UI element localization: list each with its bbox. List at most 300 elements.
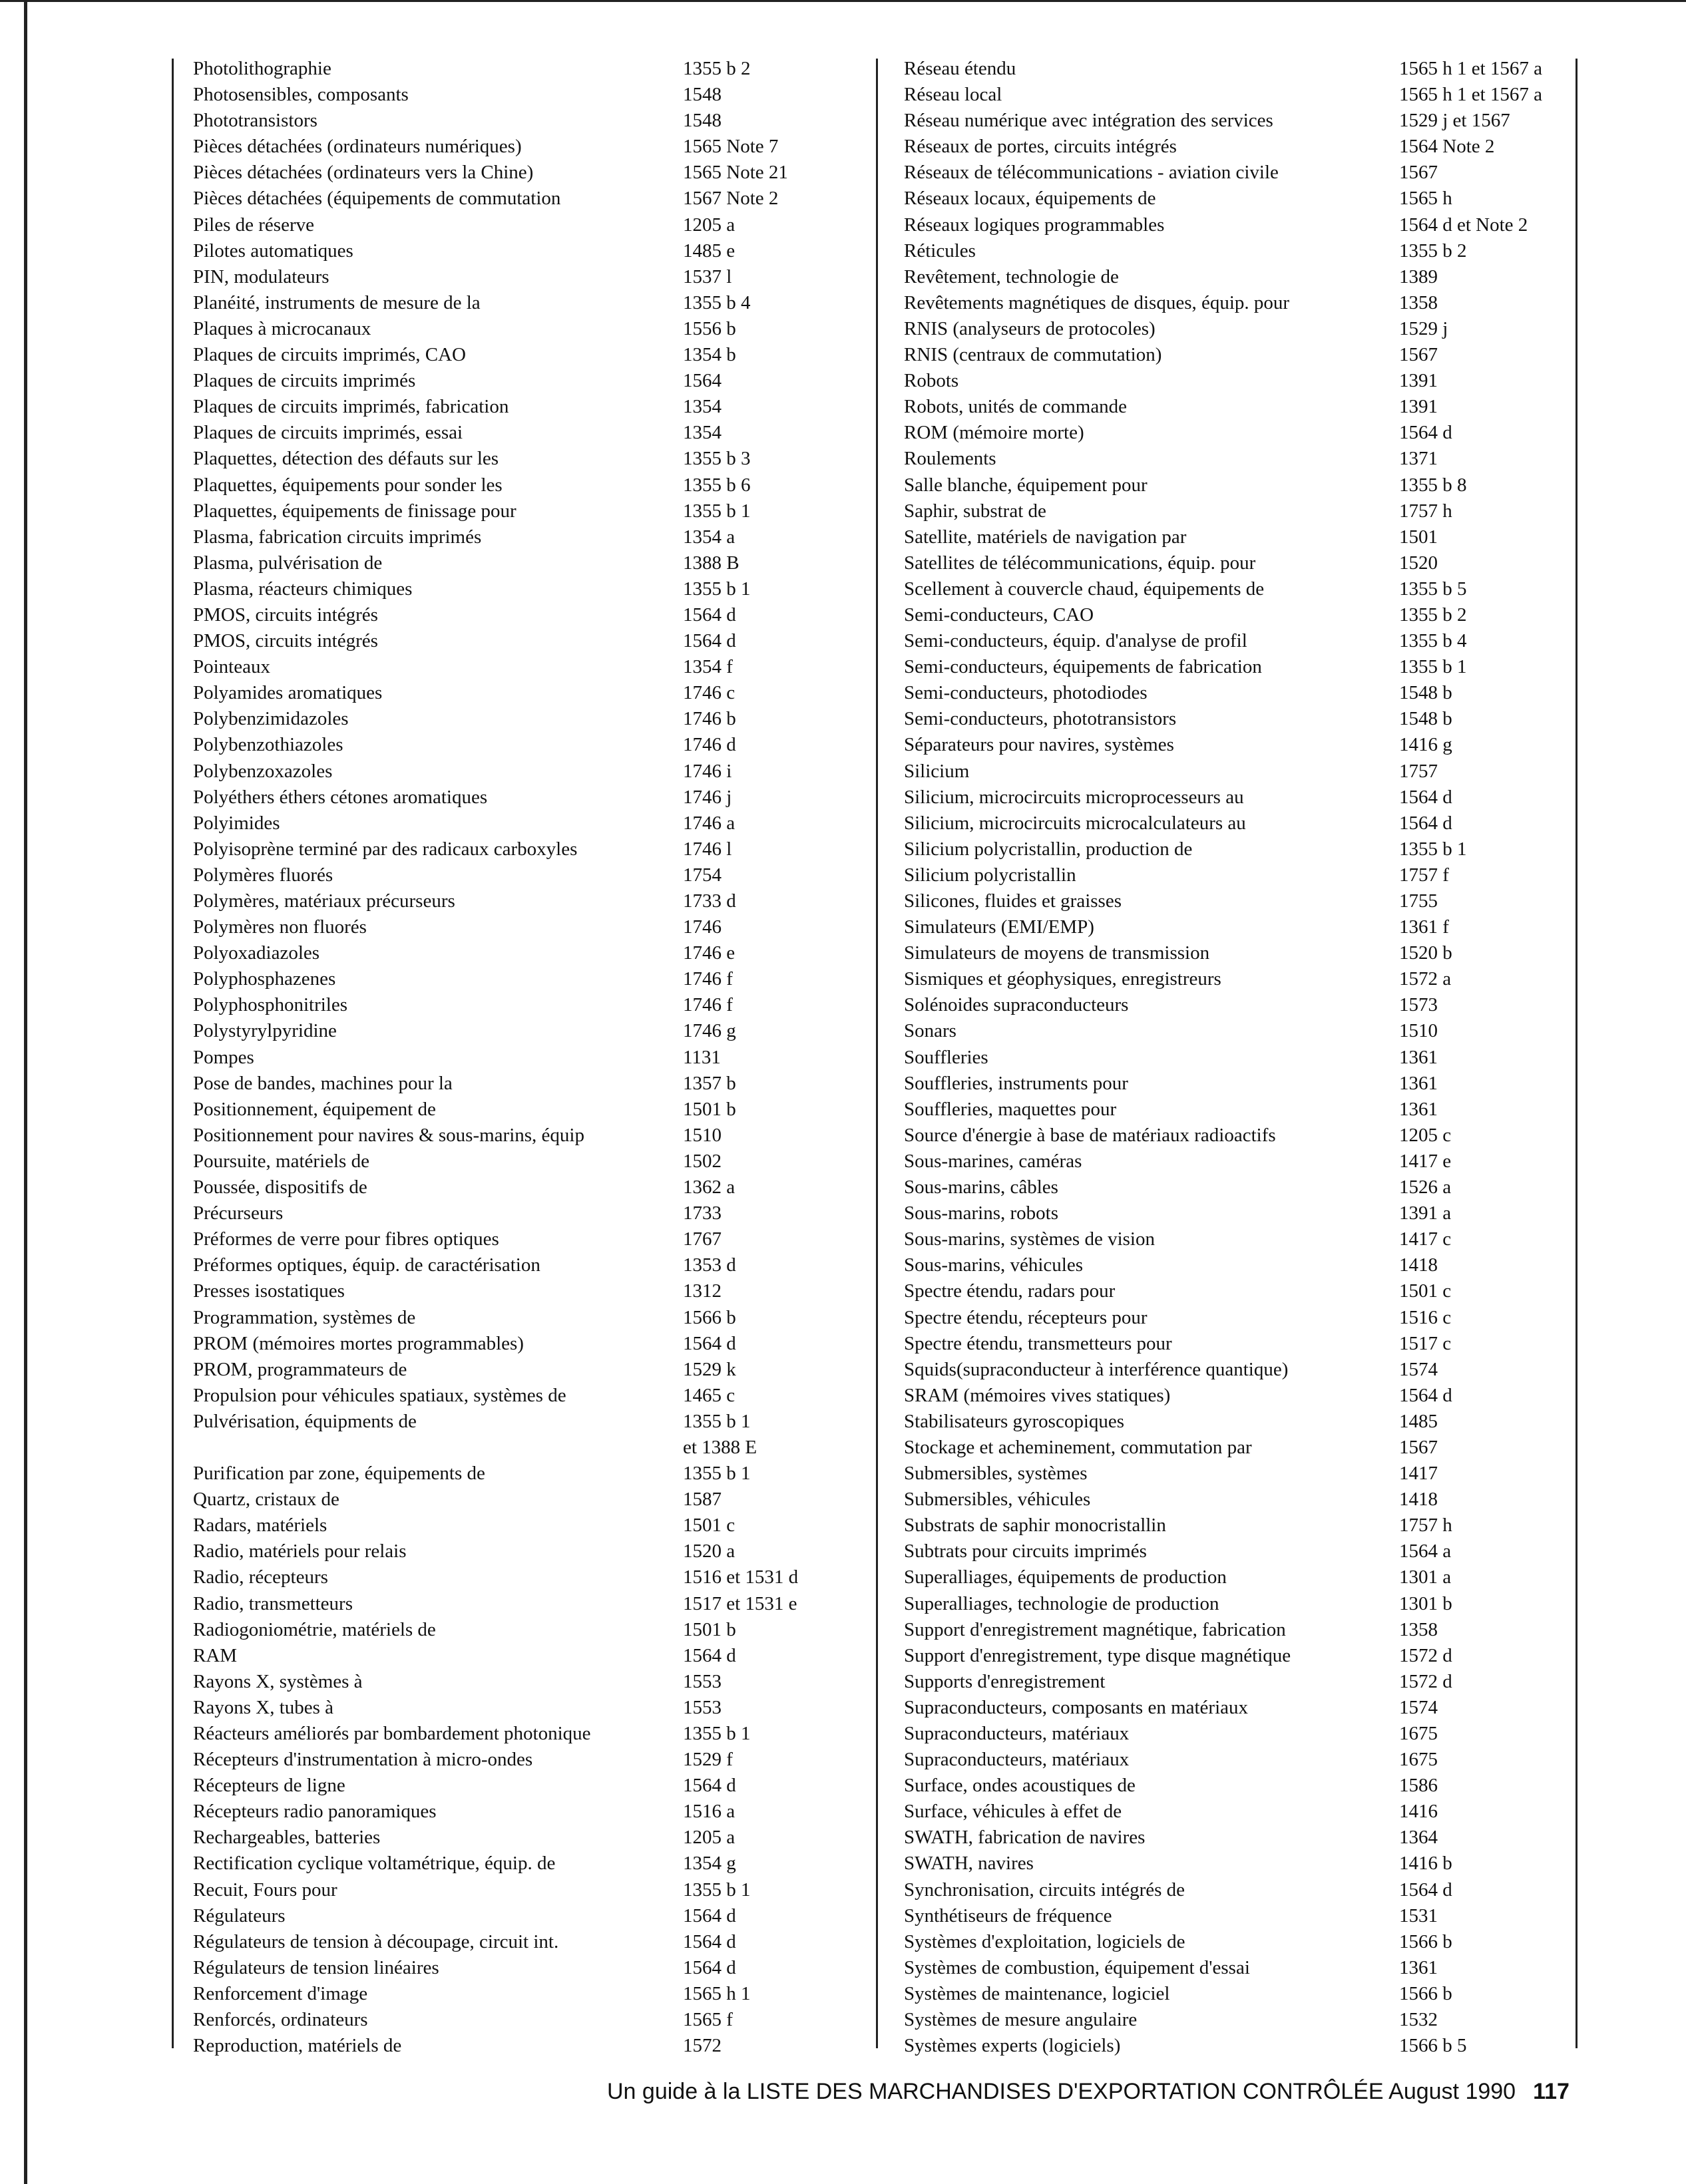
entry-reference: 1361 f — [1399, 916, 1449, 938]
entry-term: Réticules — [904, 240, 976, 262]
index-entry — [904, 1513, 1583, 1539]
entry-term: Spectre étendu, récepteurs pour — [904, 1306, 1148, 1328]
entry-reference: 1355 b 1 — [683, 1410, 751, 1432]
entry-term: Préformes de verre pour fibres optiques — [193, 1228, 499, 1250]
entry-term: Pulvérisation, équipments de — [193, 1410, 417, 1432]
entry-term: Régulateurs de tension à découpage, circuit int. — [193, 1930, 559, 1952]
index-entry — [904, 56, 1583, 82]
entry-term: Systèmes de maintenance, logiciel — [904, 1982, 1170, 2004]
index-entry — [904, 992, 1583, 1018]
entry-term: Semi-conducteurs, équip. d'analyse de profil — [904, 630, 1247, 652]
entry-reference: 1355 b 4 — [683, 291, 751, 313]
entry-reference: 1205 c — [1399, 1124, 1452, 1146]
entry-term: Plaques à microcanaux — [193, 317, 371, 339]
index-entry — [193, 1149, 843, 1175]
index-entry — [904, 836, 1583, 862]
entry-reference: 1301 a — [1399, 1566, 1452, 1588]
entry-reference: 1417 c — [1399, 1228, 1452, 1250]
entry-reference: 1564 d — [683, 604, 736, 626]
entry-reference: 1529 f — [683, 1749, 733, 1771]
entry-term: Squids(supraconducteur à interférence quantique) — [904, 1358, 1289, 1380]
entry-reference: 1567 — [1399, 344, 1438, 366]
entry-reference: 1465 c — [683, 1384, 736, 1406]
entry-term: Submersibles, véhicules — [904, 1489, 1091, 1511]
entry-reference: 1567 — [1399, 1436, 1438, 1458]
entry-reference: 1757 f — [1399, 864, 1449, 886]
entry-term: Scellement à couvercle chaud, équipements de — [904, 578, 1265, 600]
entry-term: Silicones, fluides et graisses — [904, 890, 1122, 912]
index-entry — [193, 290, 843, 316]
index-entry — [904, 940, 1583, 966]
index-entry — [193, 108, 843, 134]
entry-reference: 1355 b 1 — [683, 1463, 751, 1485]
index-entry — [193, 1200, 843, 1226]
index-entry — [193, 1409, 843, 1435]
entry-term: Roulements — [904, 448, 996, 470]
index-entry — [904, 1487, 1583, 1513]
entry-reference: 1572 d — [1399, 1670, 1452, 1692]
entry-reference: 1416 b — [1399, 1853, 1452, 1875]
index-entry — [904, 420, 1583, 446]
entry-reference: 1516 c — [1399, 1306, 1452, 1328]
entry-term: Silicium polycristallin — [904, 864, 1076, 886]
entry-term: Pompes — [193, 1046, 254, 1068]
index-entry — [193, 368, 843, 394]
entry-reference: 1564 d — [1399, 1384, 1452, 1406]
entry-term: Simulateurs (EMI/EMP) — [904, 916, 1094, 938]
entry-term: Reproduction, matériels de — [193, 2035, 402, 2057]
entry-reference: 1501 b — [683, 1098, 736, 1120]
entry-term: Semi-conducteurs, photodiodes — [904, 682, 1148, 704]
index-entry — [193, 888, 843, 914]
index-entry — [904, 498, 1583, 524]
entry-term: Souffleries, maquettes pour — [904, 1098, 1117, 1120]
entry-term: Sonars — [904, 1020, 956, 1042]
entry-reference: 1388 B — [683, 552, 739, 574]
entry-reference: 1510 — [1399, 1020, 1438, 1042]
entry-reference: 1556 b — [683, 317, 736, 339]
entry-reference: 1566 b — [1399, 1982, 1452, 2004]
index-entry — [193, 1929, 843, 1955]
index-entry — [193, 1071, 843, 1097]
entry-term: Salle blanche, équipement pour — [904, 474, 1148, 496]
index-entry — [193, 602, 843, 628]
index-entry — [193, 1383, 843, 1409]
index-entry — [193, 394, 843, 420]
page-number: 117 — [1533, 2079, 1570, 2104]
entry-reference: 1565 Note 21 — [683, 162, 788, 184]
entry-reference: 1502 — [683, 1150, 722, 1172]
entry-reference: 1417 — [1399, 1463, 1438, 1485]
entry-reference: 1529 j et 1567 — [1399, 110, 1510, 132]
top-rule — [0, 0, 1686, 2]
entry-reference: 1757 — [1399, 760, 1438, 782]
entry-term: Rayons X, systèmes à — [193, 1670, 363, 1692]
entry-reference: 1746 f — [683, 968, 733, 990]
entry-term: RNIS (centraux de commutation) — [904, 344, 1162, 366]
entry-reference: 1354 g — [683, 1853, 736, 1875]
entry-term: Récepteurs radio panoramiques — [193, 1801, 437, 1823]
entry-reference: 1532 — [1399, 2009, 1438, 2031]
index-entry — [904, 680, 1583, 706]
index-entry — [904, 1955, 1583, 1981]
entry-term: Spectre étendu, transmetteurs pour — [904, 1332, 1172, 1354]
entry-reference: 1361 — [1399, 1956, 1438, 1978]
index-entry — [193, 654, 843, 680]
entry-term: Poussée, dispositifs de — [193, 1177, 367, 1198]
entry-term: Plasma, pulvérisation de — [193, 552, 383, 574]
entry-term: Photolithographie — [193, 58, 331, 79]
entry-term: SRAM (mémoires vives statiques) — [904, 1384, 1171, 1406]
entry-term: Pilotes automatiques — [193, 240, 353, 262]
entry-term: Substrats de saphir monocristallin — [904, 1515, 1166, 1537]
entry-term: Plaquettes, équipements de finissage pour — [193, 500, 517, 522]
page-footer — [607, 2079, 1570, 2105]
entry-term: Semi-conducteurs, CAO — [904, 604, 1094, 626]
entry-reference: 1746 e — [683, 942, 736, 964]
entry-reference: 1565 h 1 et 1567 a — [1399, 58, 1543, 79]
index-entry — [904, 602, 1583, 628]
entry-reference: 1501 b — [683, 1618, 736, 1640]
entry-term: Pièces détachées (ordinateurs numériques) — [193, 136, 522, 158]
entry-term: Positionnement pour navires & sous-marins, équip — [193, 1124, 584, 1146]
entry-term: Renforcés, ordinateurs — [193, 2009, 368, 2031]
index-entry — [193, 1877, 843, 1903]
entry-term: Pièces détachées (équipements de commutation — [193, 188, 561, 210]
index-entry — [904, 1357, 1583, 1383]
entry-reference: 1416 — [1399, 1801, 1438, 1823]
index-entry — [904, 628, 1583, 654]
index-entry — [904, 1018, 1583, 1044]
index-entry — [904, 1877, 1583, 1903]
entry-term: Semi-conducteurs, phototransistors — [904, 708, 1177, 730]
entry-term: Pointeaux — [193, 656, 270, 678]
index-entry — [193, 1175, 843, 1200]
entry-reference: 1510 — [683, 1124, 722, 1146]
entry-term: Polyimides — [193, 812, 280, 834]
entry-reference: 1361 — [1399, 1046, 1438, 1068]
entry-term: Surface, ondes acoustiques de — [904, 1775, 1136, 1797]
index-entry — [193, 446, 843, 472]
entry-term: Simulateurs de moyens de transmission — [904, 942, 1210, 964]
index-entry — [904, 368, 1583, 394]
entry-term: Polyéthers éthers cétones aromatiques — [193, 786, 488, 808]
index-entry — [193, 524, 843, 550]
entry-term: Réseau étendu — [904, 58, 1016, 79]
entry-term: RAM — [193, 1644, 238, 1666]
index-entry — [904, 1200, 1583, 1226]
index-entry — [904, 446, 1583, 472]
entry-reference: 1501 c — [1399, 1280, 1452, 1302]
index-entry — [904, 1903, 1583, 1929]
index-entry — [193, 1357, 843, 1383]
entry-reference: 1553 — [683, 1670, 722, 1692]
entry-reference: 1757 h — [1399, 1515, 1452, 1537]
entry-reference: et 1388 E — [683, 1436, 757, 1458]
index-entry — [904, 1305, 1583, 1331]
index-entry — [904, 1825, 1583, 1851]
index-entry — [193, 498, 843, 524]
entry-reference: 1391 — [1399, 396, 1438, 418]
entry-reference: 1565 h — [1399, 188, 1452, 210]
entry-term: Pièces détachées (ordinateurs vers la Chine) — [193, 162, 534, 184]
index-entry — [904, 1071, 1583, 1097]
index-entry — [193, 862, 843, 888]
entry-reference: 1572 — [683, 2035, 722, 2057]
index-entry — [904, 1929, 1583, 1955]
entry-term: Systèmes de combustion, équipement d'essai — [904, 1956, 1250, 1978]
entry-term: Spectre étendu, radars pour — [904, 1280, 1116, 1302]
index-entry — [193, 836, 843, 862]
entry-reference: 1520 b — [1399, 942, 1452, 964]
entry-reference: 1746 d — [683, 734, 736, 756]
entry-term: Sous-marines, caméras — [904, 1150, 1082, 1172]
index-entry — [193, 1226, 843, 1252]
entry-term: Séparateurs pour navires, systèmes — [904, 734, 1174, 756]
entry-term: Plaques de circuits imprimés, CAO — [193, 344, 466, 366]
entry-term: Plasma, fabrication circuits imprimés — [193, 526, 482, 548]
entry-term: PMOS, circuits intégrés — [193, 604, 378, 626]
entry-term: Polyphosphazenes — [193, 968, 336, 990]
entry-reference: 1733 d — [683, 890, 736, 912]
entry-reference: 1746 a — [683, 812, 736, 834]
index-entry — [193, 238, 843, 264]
entry-reference: 1517 c — [1399, 1332, 1452, 1354]
entry-reference: 1586 — [1399, 1775, 1438, 1797]
index-entry — [193, 56, 843, 82]
index-entry — [904, 394, 1583, 420]
index-entry — [193, 811, 843, 836]
entry-term: Presses isostatiques — [193, 1280, 345, 1302]
entry-reference: 1354 b — [683, 344, 736, 366]
footer-text: Un guide à la LISTE DES MARCHANDISES D'EXPORTATION CONTRÔLÉE August 1990 — [607, 2079, 1516, 2104]
entry-term: Revêtements magnétiques de disques, équip. pour — [904, 291, 1290, 313]
entry-reference: 1553 — [683, 1696, 722, 1718]
entry-reference: 1355 b 8 — [1399, 474, 1467, 496]
entry-term: Positionnement, équipement de — [193, 1098, 436, 1120]
entry-reference: 1355 b 1 — [683, 500, 751, 522]
entry-reference: 1564 Note 2 — [1399, 136, 1495, 158]
entry-term: Support d'enregistrement, type disque magnétique — [904, 1644, 1291, 1666]
entry-reference: 1755 — [1399, 890, 1438, 912]
index-entry — [904, 1773, 1583, 1799]
entry-reference: 1361 — [1399, 1072, 1438, 1094]
index-entry — [904, 1695, 1583, 1721]
entry-reference: 1675 — [1399, 1723, 1438, 1744]
entry-reference: 1353 d — [683, 1254, 736, 1276]
entry-term: Polyamides aromatiques — [193, 682, 383, 704]
entry-term: Stockage et acheminement, commutation par — [904, 1436, 1252, 1458]
index-entry — [193, 576, 843, 602]
index-entry — [904, 1643, 1583, 1669]
index-entry — [193, 1773, 843, 1799]
entry-reference: 1501 c — [683, 1515, 736, 1537]
entry-reference: 1354 a — [683, 526, 736, 548]
index-entry — [193, 1617, 843, 1643]
entry-term: Supports d'enregistrement — [904, 1670, 1106, 1692]
entry-term: Superalliages, technologie de production — [904, 1592, 1219, 1614]
entry-reference: 1205 a — [683, 214, 736, 236]
index-entry — [193, 914, 843, 940]
entry-term: PROM, programmateurs de — [193, 1358, 407, 1380]
index-entry — [904, 1669, 1583, 1695]
index-entry — [193, 1331, 843, 1357]
index-entry — [904, 1461, 1583, 1487]
index-entry — [193, 992, 843, 1018]
index-entry — [193, 1123, 843, 1149]
entry-reference: 1565 h 1 — [683, 1982, 751, 2004]
entry-reference: 1566 b — [1399, 1930, 1452, 1952]
entry-reference: 1548 b — [1399, 682, 1452, 704]
entry-reference: 1529 k — [683, 1358, 736, 1380]
index-entry — [193, 680, 843, 706]
entry-reference: 1746 i — [683, 760, 732, 782]
entry-reference: 1501 — [1399, 526, 1438, 548]
index-entry — [904, 1278, 1583, 1304]
entry-term: Systèmes d'exploitation, logiciels de — [904, 1930, 1185, 1952]
entry-term: Sous-marins, robots — [904, 1202, 1058, 1224]
index-entry — [904, 1383, 1583, 1409]
entry-reference: 1526 a — [1399, 1177, 1452, 1198]
entry-reference: 1564 d — [683, 1775, 736, 1797]
entry-reference: 1564 d — [683, 630, 736, 652]
index-entry — [193, 1564, 843, 1590]
index-entry — [193, 1435, 843, 1461]
index-entry — [193, 316, 843, 342]
entry-reference: 1564 d — [683, 1332, 736, 1354]
entry-term: Radio, matériels pour relais — [193, 1541, 407, 1562]
index-entry — [193, 342, 843, 368]
entry-term: Rechargeables, batteries — [193, 1827, 381, 1849]
entry-term: Sous-marins, véhicules — [904, 1254, 1084, 1276]
index-entry — [904, 1045, 1583, 1071]
index-entry — [193, 1721, 843, 1747]
entry-term: Systèmes experts (logiciels) — [904, 2035, 1121, 2057]
entry-term: Régulateurs de tension linéaires — [193, 1956, 439, 1978]
index-entry — [193, 1825, 843, 1851]
entry-reference: 1517 et 1531 e — [683, 1592, 797, 1614]
index-entry — [904, 1123, 1583, 1149]
entry-term: Plaques de circuits imprimés, essai — [193, 422, 463, 444]
entry-reference: 1354 — [683, 396, 722, 418]
entry-term: Plaquettes, détection des défauts sur les — [193, 448, 499, 470]
entry-term: Radio, récepteurs — [193, 1566, 328, 1588]
entry-reference: 1355 b 1 — [1399, 656, 1467, 678]
entry-term: PMOS, circuits intégrés — [193, 630, 378, 652]
index-entry — [193, 1305, 843, 1331]
entry-reference: 1361 — [1399, 1098, 1438, 1120]
entry-reference: 1301 b — [1399, 1592, 1452, 1614]
index-entry — [193, 1461, 843, 1487]
entry-reference: 1418 — [1399, 1254, 1438, 1276]
index-entry — [193, 1097, 843, 1123]
index-entry — [193, 1851, 843, 1877]
entry-term: Robots — [904, 370, 959, 392]
entry-term: Préformes optiques, équip. de caractérisation — [193, 1254, 540, 1276]
entry-reference: 1391 — [1399, 370, 1438, 392]
entry-term: Rectification cyclique voltamétrique, équip. de — [193, 1853, 556, 1875]
index-entry — [904, 290, 1583, 316]
entry-reference: 1516 et 1531 d — [683, 1566, 799, 1588]
entry-term: Support d'enregistrement magnétique, fabrication — [904, 1618, 1286, 1640]
entry-reference: 1565 Note 7 — [683, 136, 779, 158]
entry-term: Souffleries — [904, 1046, 988, 1068]
entry-reference: 1205 a — [683, 1827, 736, 1849]
index-entry — [904, 82, 1583, 108]
index-entry — [904, 732, 1583, 758]
entry-reference: 1733 — [683, 1202, 722, 1224]
entry-reference: 1675 — [1399, 1749, 1438, 1771]
index-entry — [904, 1981, 1583, 2007]
entry-term: Réseaux de télécommunications - aviation civile — [904, 162, 1279, 184]
entry-reference: 1564 d — [683, 1930, 736, 1952]
entry-reference: 1548 — [683, 110, 722, 132]
entry-term: Satellites de télécommunications, équip. pour — [904, 552, 1256, 574]
index-entry — [193, 2033, 843, 2059]
entry-reference: 1565 f — [683, 2009, 733, 2031]
index-entry — [904, 1409, 1583, 1435]
index-entry — [904, 1252, 1583, 1278]
entry-reference: 1767 — [683, 1228, 722, 1250]
index-entry — [193, 160, 843, 186]
index-entry — [193, 759, 843, 785]
entry-term: Polybenzimidazoles — [193, 708, 349, 730]
entry-reference: 1566 b — [683, 1306, 736, 1328]
entry-term: Polymères, matériaux précurseurs — [193, 890, 455, 912]
entry-reference: 1355 b 2 — [1399, 604, 1467, 626]
entry-reference: 1565 h 1 et 1567 a — [1399, 84, 1543, 106]
entry-term: Souffleries, instruments pour — [904, 1072, 1128, 1094]
entry-term: Réseaux locaux, équipements de — [904, 188, 1156, 210]
index-entry — [904, 654, 1583, 680]
entry-reference: 1312 — [683, 1280, 722, 1302]
index-entry — [904, 342, 1583, 368]
entry-term: Réseau local — [904, 84, 1002, 106]
index-entry — [193, 1747, 843, 1773]
entry-term: Réseaux logiques programmables — [904, 214, 1165, 236]
index-entry — [904, 862, 1583, 888]
index-entry — [904, 785, 1583, 811]
entry-reference: 1355 b 5 — [1399, 578, 1467, 600]
entry-reference: 1358 — [1399, 291, 1438, 313]
index-entry — [904, 576, 1583, 602]
entry-term: Polybenzothiazoles — [193, 734, 343, 756]
entry-term: Plaques de circuits imprimés — [193, 370, 416, 392]
entry-reference: 1355 b 2 — [683, 58, 751, 79]
index-entry — [904, 472, 1583, 498]
entry-reference: 1355 b 1 — [683, 1723, 751, 1744]
index-entry — [193, 628, 843, 654]
entry-reference: 1131 — [683, 1046, 721, 1068]
entry-term: Recuit, Fours pour — [193, 1879, 337, 1901]
entry-term: Radiogoniométrie, matériels de — [193, 1618, 436, 1640]
entry-reference: 1564 d — [1399, 786, 1452, 808]
entry-term: Semi-conducteurs, équipements de fabrication — [904, 656, 1262, 678]
index-entry — [193, 1252, 843, 1278]
entry-term: Synchronisation, circuits intégrés de — [904, 1879, 1185, 1901]
entry-term: ROM (mémoire morte) — [904, 422, 1084, 444]
left-column-rule — [172, 59, 174, 2048]
entry-reference: 1757 h — [1399, 500, 1452, 522]
index-entry — [193, 1018, 843, 1044]
index-entry — [193, 472, 843, 498]
entry-reference: 1417 e — [1399, 1150, 1452, 1172]
entry-reference: 1371 — [1399, 448, 1438, 470]
index-entry — [193, 1045, 843, 1071]
entry-reference: 1485 e — [683, 240, 736, 262]
index-entry — [193, 785, 843, 811]
entry-term: Satellite, matériels de navigation par — [904, 526, 1187, 548]
